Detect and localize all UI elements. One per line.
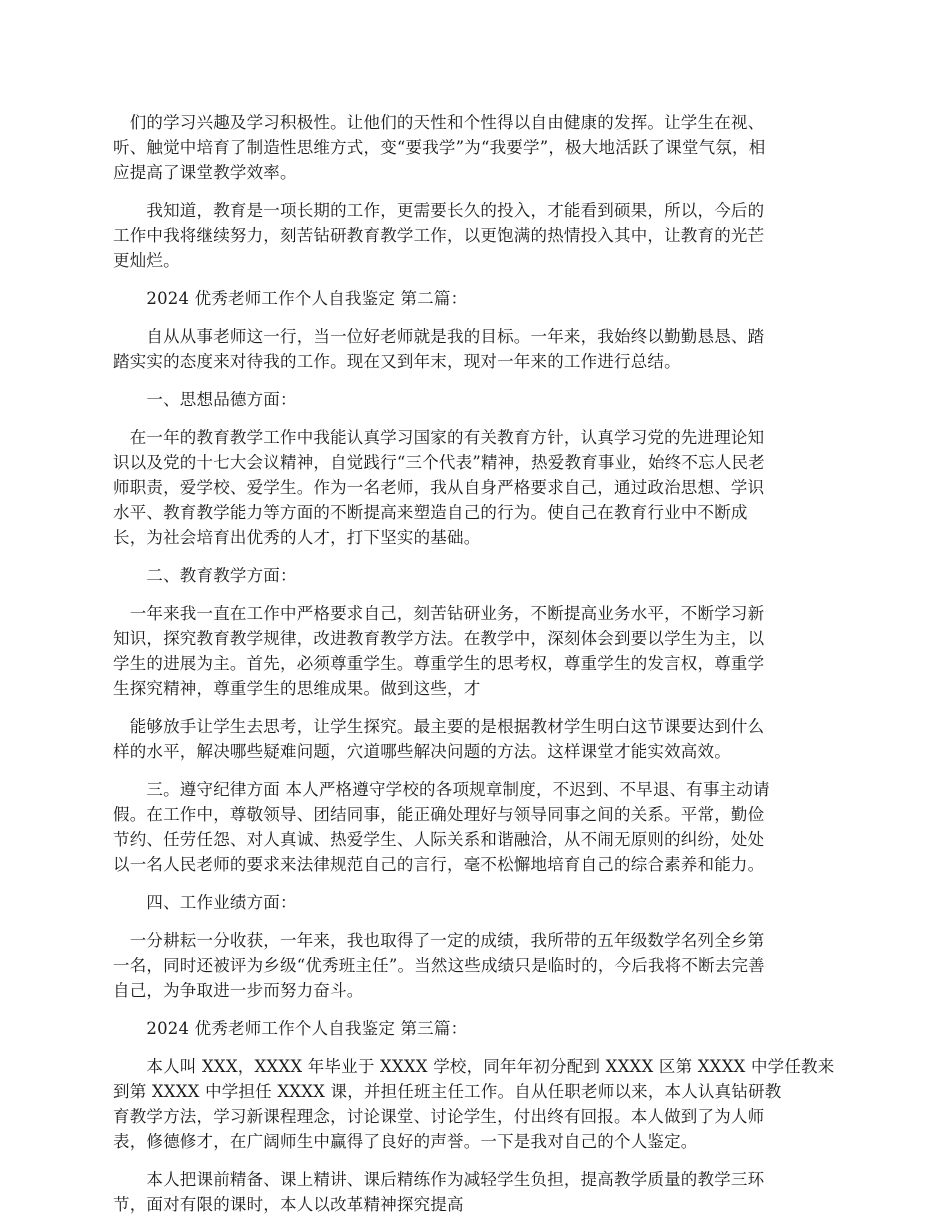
paragraph: [113, 928, 840, 1003]
text-line: 节约、任劳任怨、对人真诚、热爱学生、人际关系和谐融洽，从不闹无原则的纠纷，处处: [113, 830, 765, 849]
paragraph: [113, 324, 840, 374]
text-line: 本人叫 XXX，XXXX 年毕业于 XXXX 学校，同年年初分配到 XXXX 区第 XXXX 中学任教来: [113, 1057, 835, 1076]
paragraph: [113, 890, 840, 915]
text-line: 应提高了课堂教学效率。: [113, 163, 297, 182]
paragraph: [113, 563, 840, 588]
document-page: [113, 110, 840, 1230]
text-line: 我知道，教育是一项长期的工作，更需要长久的投入，才能看到硕果，所以，今后的: [113, 201, 765, 220]
paragraph: [113, 777, 840, 877]
paragraph: [113, 110, 840, 185]
text-line: 生探究精神，尊重学生的思维成果。做到这些，才: [113, 679, 481, 698]
text-line: 育教学方法，学习新课程理念，讨论课堂、讨论学生，付出终有回报。本人做到了为人师: [113, 1107, 765, 1126]
text-line: 工作中我将继续努力，刻苦钻研教育教学工作，以更饱满的热情投入其中，让教育的光芒: [113, 226, 765, 245]
text-line: 假。在工作中，尊敬领导、团结同事，能正确处理好与领导同事之间的关系。平常，勤俭: [113, 805, 765, 824]
text-line: 更灿烂。: [113, 251, 180, 270]
paragraph: [113, 601, 840, 701]
text-line: 在一年的教育教学工作中我能认真学习国家的有关教育方针，认真学习党的先进理论知: [113, 428, 765, 447]
paragraph: [113, 198, 840, 273]
text-line: 样的水平，解决哪些疑难问题，穴道哪些解决问题的方法。这样课堂才能实效高效。: [113, 742, 731, 761]
paragraph: [113, 1054, 840, 1154]
text-line: 师职责，爱学校、爱学生。作为一名老师，我从自身严格要求自己，通过政治思想、学识: [113, 478, 765, 497]
text-line: 自己，为争取进一步而努力奋斗。: [113, 981, 364, 1000]
text-line: 四、工作业绩方面：: [113, 893, 297, 912]
text-line: 二、教育教学方面：: [113, 566, 297, 585]
text-line: 学生的进展为主。首先，必须尊重学生。尊重学生的思考权，尊重学生的发言权，尊重学: [113, 654, 765, 673]
text-line: 一名，同时还被评为乡级“优秀班主任”。当然这些成绩只是临时的，今后我将不断去完善: [113, 956, 765, 975]
text-line: 长，为社会培育出优秀的人才，打下坚实的基础。: [113, 528, 481, 547]
text-line: 本人把课前精备、课上精讲、课后精练作为减轻学生负担，提高教学质量的教学三环: [113, 1170, 765, 1189]
text-line: 以一名人民老师的要求来法律规范自己的言行，毫不松懈地培育自己的综合素养和能力。: [113, 855, 765, 874]
paragraph: [113, 425, 840, 550]
text-line: 识以及党的十七大会议精神，自觉践行“三个代表”精神，热爱教育事业，始终不忘人民老: [113, 453, 765, 472]
paragraph: [113, 387, 840, 412]
text-line: 到第 XXXX 中学担任 XXXX 课，并担任班主任工作。自从任职老师以来，本人认真钻研教: [113, 1082, 782, 1101]
text-line: 听、触觉中培育了制造性思维方式，变“要我学”为“我要学”，极大地活跃了课堂气氛，相: [113, 138, 766, 157]
text-line: 踏实实的态度来对待我的工作。现在又到年末，现对一年来的工作进行总结。: [113, 352, 681, 371]
text-line: 们的学习兴趣及学习积极性。让他们的天性和个性得以自由健康的发挥。让学生在视、: [113, 113, 765, 132]
text-line: 表，修德修才，在广阔师生中赢得了良好的声誉。一下是我对自己的个人鉴定。: [113, 1132, 698, 1151]
text-line: 能够放手让学生去思考，让学生探究。最主要的是根据教材学生明白这节课要达到什么: [113, 717, 765, 736]
text-line: 水平、教育教学能力等方面的不断提高来塑造自己的行为。使自己在教育行业中不断成: [113, 503, 748, 522]
text-line: 一分耕耘一分收获，一年来，我也取得了一定的成绩，我所带的五年级数学名列全乡第: [113, 931, 765, 950]
paragraph: [113, 714, 840, 764]
paragraph: [113, 1016, 840, 1041]
text-line: 2024 优秀老师工作个人自我鉴定 第二篇：: [113, 289, 468, 308]
text-line: 知识，探究教育教学规律，改进教育教学方法。在教学中，深刻体会到要以学生为主，以: [113, 629, 765, 648]
text-line: 2024 优秀老师工作个人自我鉴定 第三篇：: [113, 1019, 468, 1038]
text-line: 一、思想品德方面：: [113, 390, 297, 409]
text-line: 节，面对有限的课时，本人以改革精神探究提高: [113, 1195, 464, 1214]
text-line: 自从从事老师这一行，当一位好老师就是我的目标。一年来，我始终以勤勤恳恳、踏: [113, 327, 765, 346]
paragraph: [113, 286, 840, 311]
text-line: 三。遵守纪律方面 本人严格遵守学校的各项规章制度，不迟到、不早退、有事主动请: [113, 780, 770, 799]
text-line: 一年来我一直在工作中严格要求自己，刻苦钻研业务，不断提高业务水平，不断学习新: [113, 604, 765, 623]
paragraph: [113, 1167, 840, 1217]
